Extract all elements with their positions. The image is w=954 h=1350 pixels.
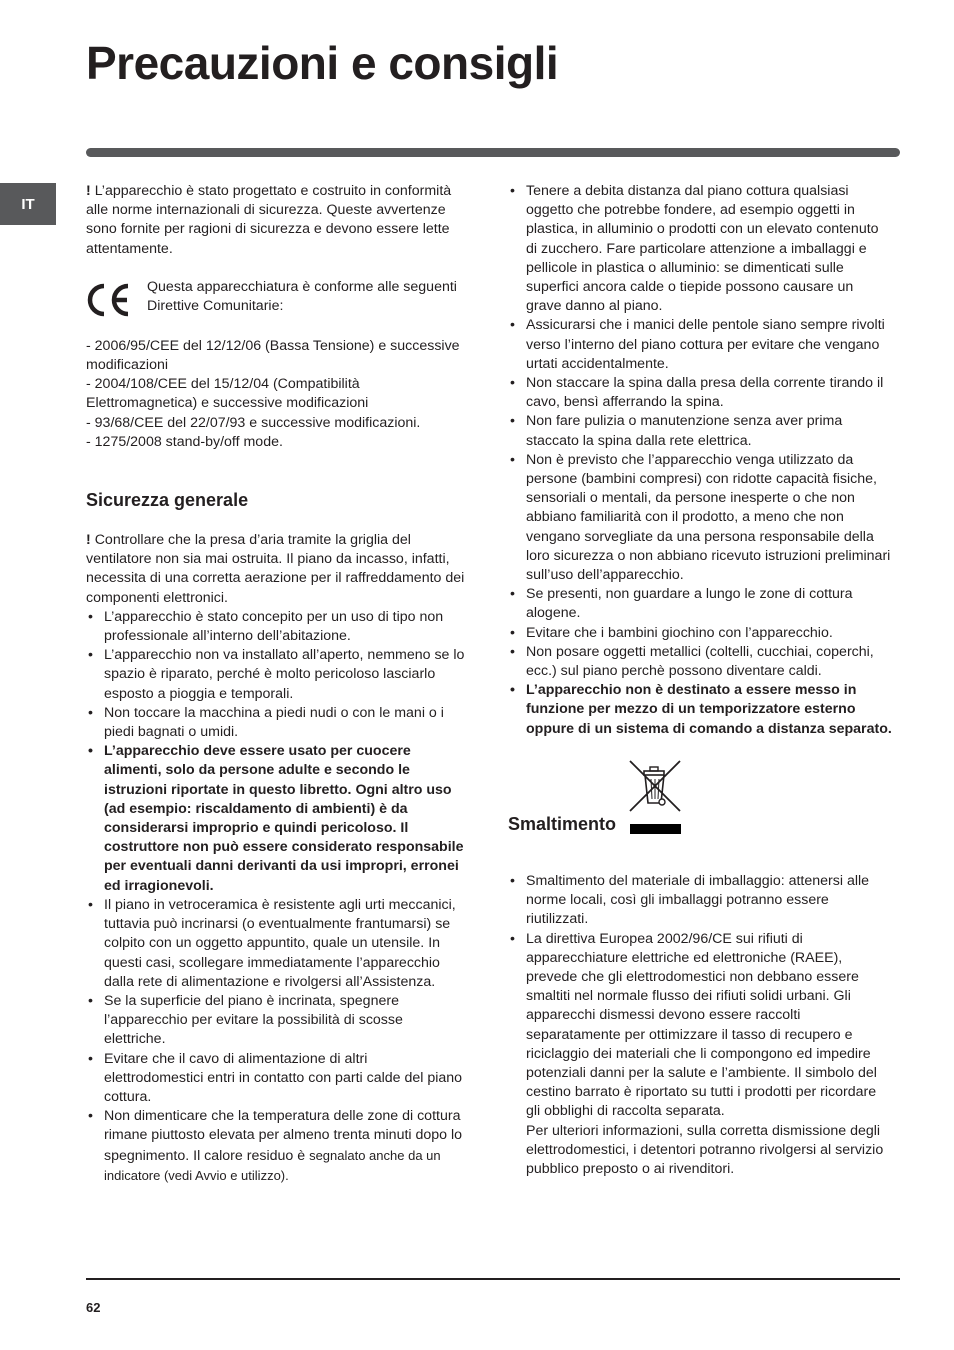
list-item: • Se presenti, non guardare a lungo le zone di cottura alogene. (508, 585, 892, 623)
language-tab: IT (0, 183, 56, 225)
warning-mark: ! (86, 532, 91, 549)
left-column (86, 182, 468, 1186)
page-title: Precauzioni e consigli (86, 37, 559, 89)
list-item: • Evitare che i bambini giochino con l’apparecchio. (508, 624, 892, 643)
list-item: • Il piano in vetroceramica è resistente agli urti meccanici, tuttavia può incrinarsi (o eventualmente frantumarsi) se colpito con un oggetto appuntito, quale un utensile. In questi casi, scollegare immediatamente l’apparecchio dalla rete di alimentazione e rivolgersi all’Assistenza. (86, 896, 468, 992)
list-item: • Assicurarsi che i manici delle pentole siano sempre rivolti verso l’interno del piano cottura per evitare che vengano urtati accidentalmente. (508, 316, 892, 374)
disposal-header (508, 759, 892, 839)
warning-mark: ! (86, 183, 91, 199)
safety-heading: Sicurezza generale (86, 490, 249, 511)
directive-item: - 1275/2008 stand-by/off mode. (86, 433, 283, 450)
bin-bar (630, 824, 681, 834)
intro-paragraph (86, 182, 468, 259)
list-item-extra: Per ulteriori informazioni, sulla corretta dismissione degli elettrodomestici, i detentori potranno rivolgersi al servizio pubblico preposto o ai rivenditori. (526, 1122, 884, 1177)
safety-intro-text: Controllare che la presa d’aria tramite la griglia del ventilatore non sia mai ostruita. Il piano da incasso, infatti, necessita di una corretta aerazione per il raffreddamento dei componenti elettronici. (86, 532, 465, 606)
list-item (508, 930, 892, 1180)
list-item: • Non posare oggetti metallici (coltelli, cucchiai, coperchi, ecc.) sul piano perchè possono diventare caldi. (508, 643, 892, 681)
ce-block (86, 278, 468, 318)
title-divider (86, 148, 900, 157)
list-item: • L’apparecchio non va installato all’aperto, nemmeno se lo spazio è riparato, perché è molto pericoloso lasciarlo esposto a pioggia e temporali. (86, 646, 468, 704)
right-column (508, 182, 892, 1179)
list-item: • Smaltimento del materiale di imballaggio: attenersi alle norme locali, così gli imballaggi potranno essere riutilizzati. (508, 872, 892, 930)
list-item: • Non toccare la macchina a piedi nudi o con le mani o i piedi bagnati o umidi. (86, 704, 468, 742)
directive-item: - 2006/95/CEE del 12/12/06 (Bassa Tensione) e successive modificazioni (86, 337, 460, 374)
disposal-list (508, 872, 892, 1179)
ce-conformity-text: Questa apparecchiatura è conforme alle seguenti Direttive Comunitarie: (147, 278, 457, 315)
directive-item: - 93/68/CEE del 22/07/93 e successive modificazioni. (86, 414, 421, 431)
list-item (86, 1107, 468, 1186)
list-item-text: Non dimenticare che la temperatura delle zone di cottura rimane piuttosto elevata per almeno trenta minuti dopo lo spegnimento. Il calore residuo è (104, 1108, 463, 1164)
list-item: • L’apparecchio è stato concepito per un uso di tipo non professionale all’interno dell’abitazione. (86, 608, 468, 646)
list-item: • Non staccare la spina dalla presa della corrente tirando il cavo, bensì afferrando la spina. (508, 374, 892, 412)
list-item: • Evitare che il cavo di alimentazione di altri elettrodomestici entri in contatto con parti calde del piano cottura. (86, 1050, 468, 1108)
directives-list (86, 337, 468, 452)
list-item-text: La direttiva Europea 2002/96/CE sui rifiuti di apparecchiature elettriche ed elettroniche (RAEE), prevede che gli elettrodomestici non debbano essere smaltiti nel normale flusso dei rifiuti solidi urbani. Gli apparecchi dismessi devono essere raccolti separatamente per ottimizzare il tasso di recupero e riciclaggio dei materiali che li compongono ed impedire potenziali danni per la salute e l’ambiente. Il simbolo del cestino barrato è riportato su tutti i prodotti per ricordare gli obblighi di raccolta separata. (526, 930, 877, 1120)
footer-divider (86, 1278, 900, 1280)
list-item-tail: segnalato anche da un indicatore (vedi Avvio e utilizzo). (104, 1147, 441, 1183)
list-item: • L’apparecchio non è destinato a essere messo in funzione per mezzo di un temporizzatore esterno oppure di un sistema di comando a distanza separato. (508, 681, 892, 739)
intro-text: L’apparecchio è stato progettato e costruito in conformità alle norme internazionali di sicurezza. Queste avvertenze sono fornite per ragioni di sicurezza e devono essere lette attentamente. (86, 183, 452, 257)
ce-mark-icon (86, 282, 132, 318)
directive-item: - 2004/108/CEE del 15/12/04 (Compatibilità Elettromagnetica) e successive modificazioni (86, 376, 369, 412)
page-number: 62 (86, 1300, 101, 1315)
safety-intro (86, 531, 468, 608)
list-item: • Tenere a debita distanza dal piano cottura qualsiasi oggetto che potrebbe fondere, ad esempio oggetti in plastica, in alluminio o prodotti con un elevato contenuto di zucchero. Fare particolare attenzione a imballaggi e pellicole in plastica o alluminio: se dimenticati sulle superfici ancora calde o tiepide possono causare un grave danno al piano. (508, 182, 892, 316)
list-item: • Se la superficie del piano è incrinata, spegnere l’apparecchio per evitare la possibilità di scosse elettriche. (86, 992, 468, 1050)
disposal-heading: Smaltimento (508, 813, 617, 834)
safety-list (86, 608, 468, 1186)
crossed-bin-icon (628, 759, 682, 813)
list-item: • Non è previsto che l’apparecchio venga utilizzato da persone (bambini compresi) con ridotte capacità fisiche, sensoriali o mentali, da persone inesperte o che non abbiano familiarità con il prodotto, a meno che non vengano sorvegliate da una persona responsabile della loro sicurezza o non abbiano ricevuto istruzioni preliminari sull’uso dell’apparecchio. (508, 451, 892, 585)
precautions-list (508, 182, 892, 739)
list-item: • Non fare pulizia o manutenzione senza aver prima staccato la spina dalla rete elettrica. (508, 412, 892, 450)
list-item: • L’apparecchio deve essere usato per cuocere alimenti, solo da persone adulte e secondo le istruzioni riportate in questo libretto. Ogni altro uso (ad esempio: riscaldamento di ambienti) è da considerarsi improprio e quindi pericoloso. Il costruttore non può essere considerato responsabile per eventuali danni derivanti da usi impropri, erronei ed irragionevoli. (86, 742, 468, 896)
